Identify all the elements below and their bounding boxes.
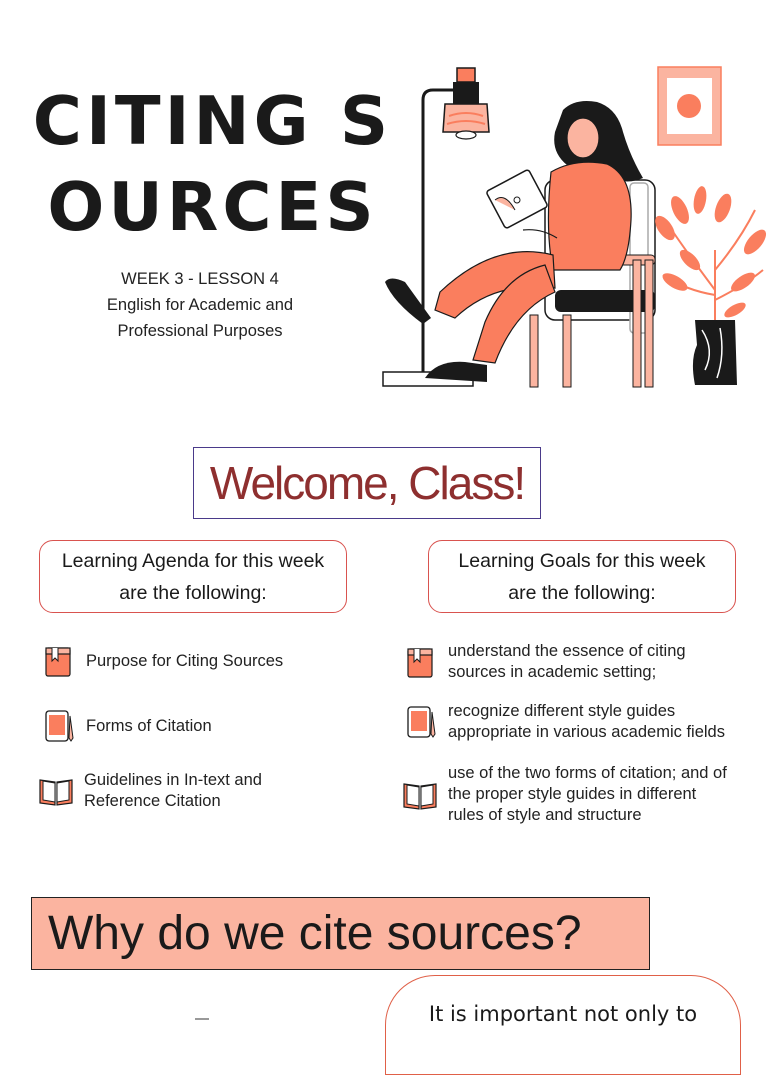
goal-item-label-line: rules of style and structure (448, 806, 642, 824)
agenda-item (40, 643, 283, 679)
goal-item-label-line: recognize different style guides (448, 702, 676, 720)
goal-item-label-line: use of the two forms of citation; and of (448, 764, 727, 782)
decorative-mark (195, 1018, 209, 1026)
open-book-icon (402, 777, 438, 813)
book-bookmark-icon (40, 643, 76, 679)
goal-item-label (448, 701, 725, 743)
goal-item (402, 641, 686, 683)
goal-item (402, 763, 727, 826)
book-bookmark-icon (402, 644, 438, 680)
goal-item-label (448, 641, 686, 683)
week-lesson-label: WEEK 3 - LESSON 4 (121, 270, 279, 288)
agenda-item-label (84, 770, 262, 812)
open-book-icon (38, 773, 74, 809)
goal-item (402, 701, 725, 743)
potted-plant-illustration (651, 185, 768, 385)
page-title: CITING SOURCES (32, 82, 393, 246)
welcome-banner: Welcome, Class! (193, 447, 541, 519)
importance-callout: It is important not only to (385, 975, 741, 1075)
floor-lamp-illustration (383, 68, 489, 386)
goals-heading-line2: are the following: (508, 581, 656, 604)
agenda-item-label: Purpose for Citing Sources (86, 651, 284, 670)
agenda-heading-line1: Learning Agenda for this week (61, 549, 325, 572)
goal-item-label-line: sources in academic setting; (448, 663, 657, 681)
goal-item-label-line: the proper style guides in different (448, 785, 697, 803)
why-cite-heading: Why do we cite sources? (31, 897, 650, 970)
agenda-item-label-line: Reference Citation (84, 792, 221, 810)
picture-frame-illustration (658, 67, 721, 145)
learning-agenda-heading (39, 540, 347, 613)
tablet-pencil-icon (40, 708, 76, 744)
lesson-subtitle (60, 266, 340, 344)
agenda-item (40, 708, 212, 744)
tablet-pencil-icon (402, 704, 438, 740)
agenda-heading-line2: are the following: (119, 581, 267, 604)
learning-goals-heading (428, 540, 736, 613)
goals-heading-line1: Learning Goals for this week (458, 549, 706, 572)
goal-item-label (448, 763, 727, 826)
goal-item-label-line: appropriate in various academic fields (448, 723, 725, 741)
goal-item-label-line: understand the essence of citing (448, 642, 686, 660)
agenda-item (38, 770, 262, 812)
course-name-line2: Professional Purposes (117, 322, 283, 340)
course-name-line1: English for Academic and (106, 296, 294, 314)
agenda-item-label-line: Guidelines in In-text and (84, 771, 262, 789)
agenda-item-label: Forms of Citation (86, 716, 212, 735)
hero-illustration (345, 60, 768, 395)
